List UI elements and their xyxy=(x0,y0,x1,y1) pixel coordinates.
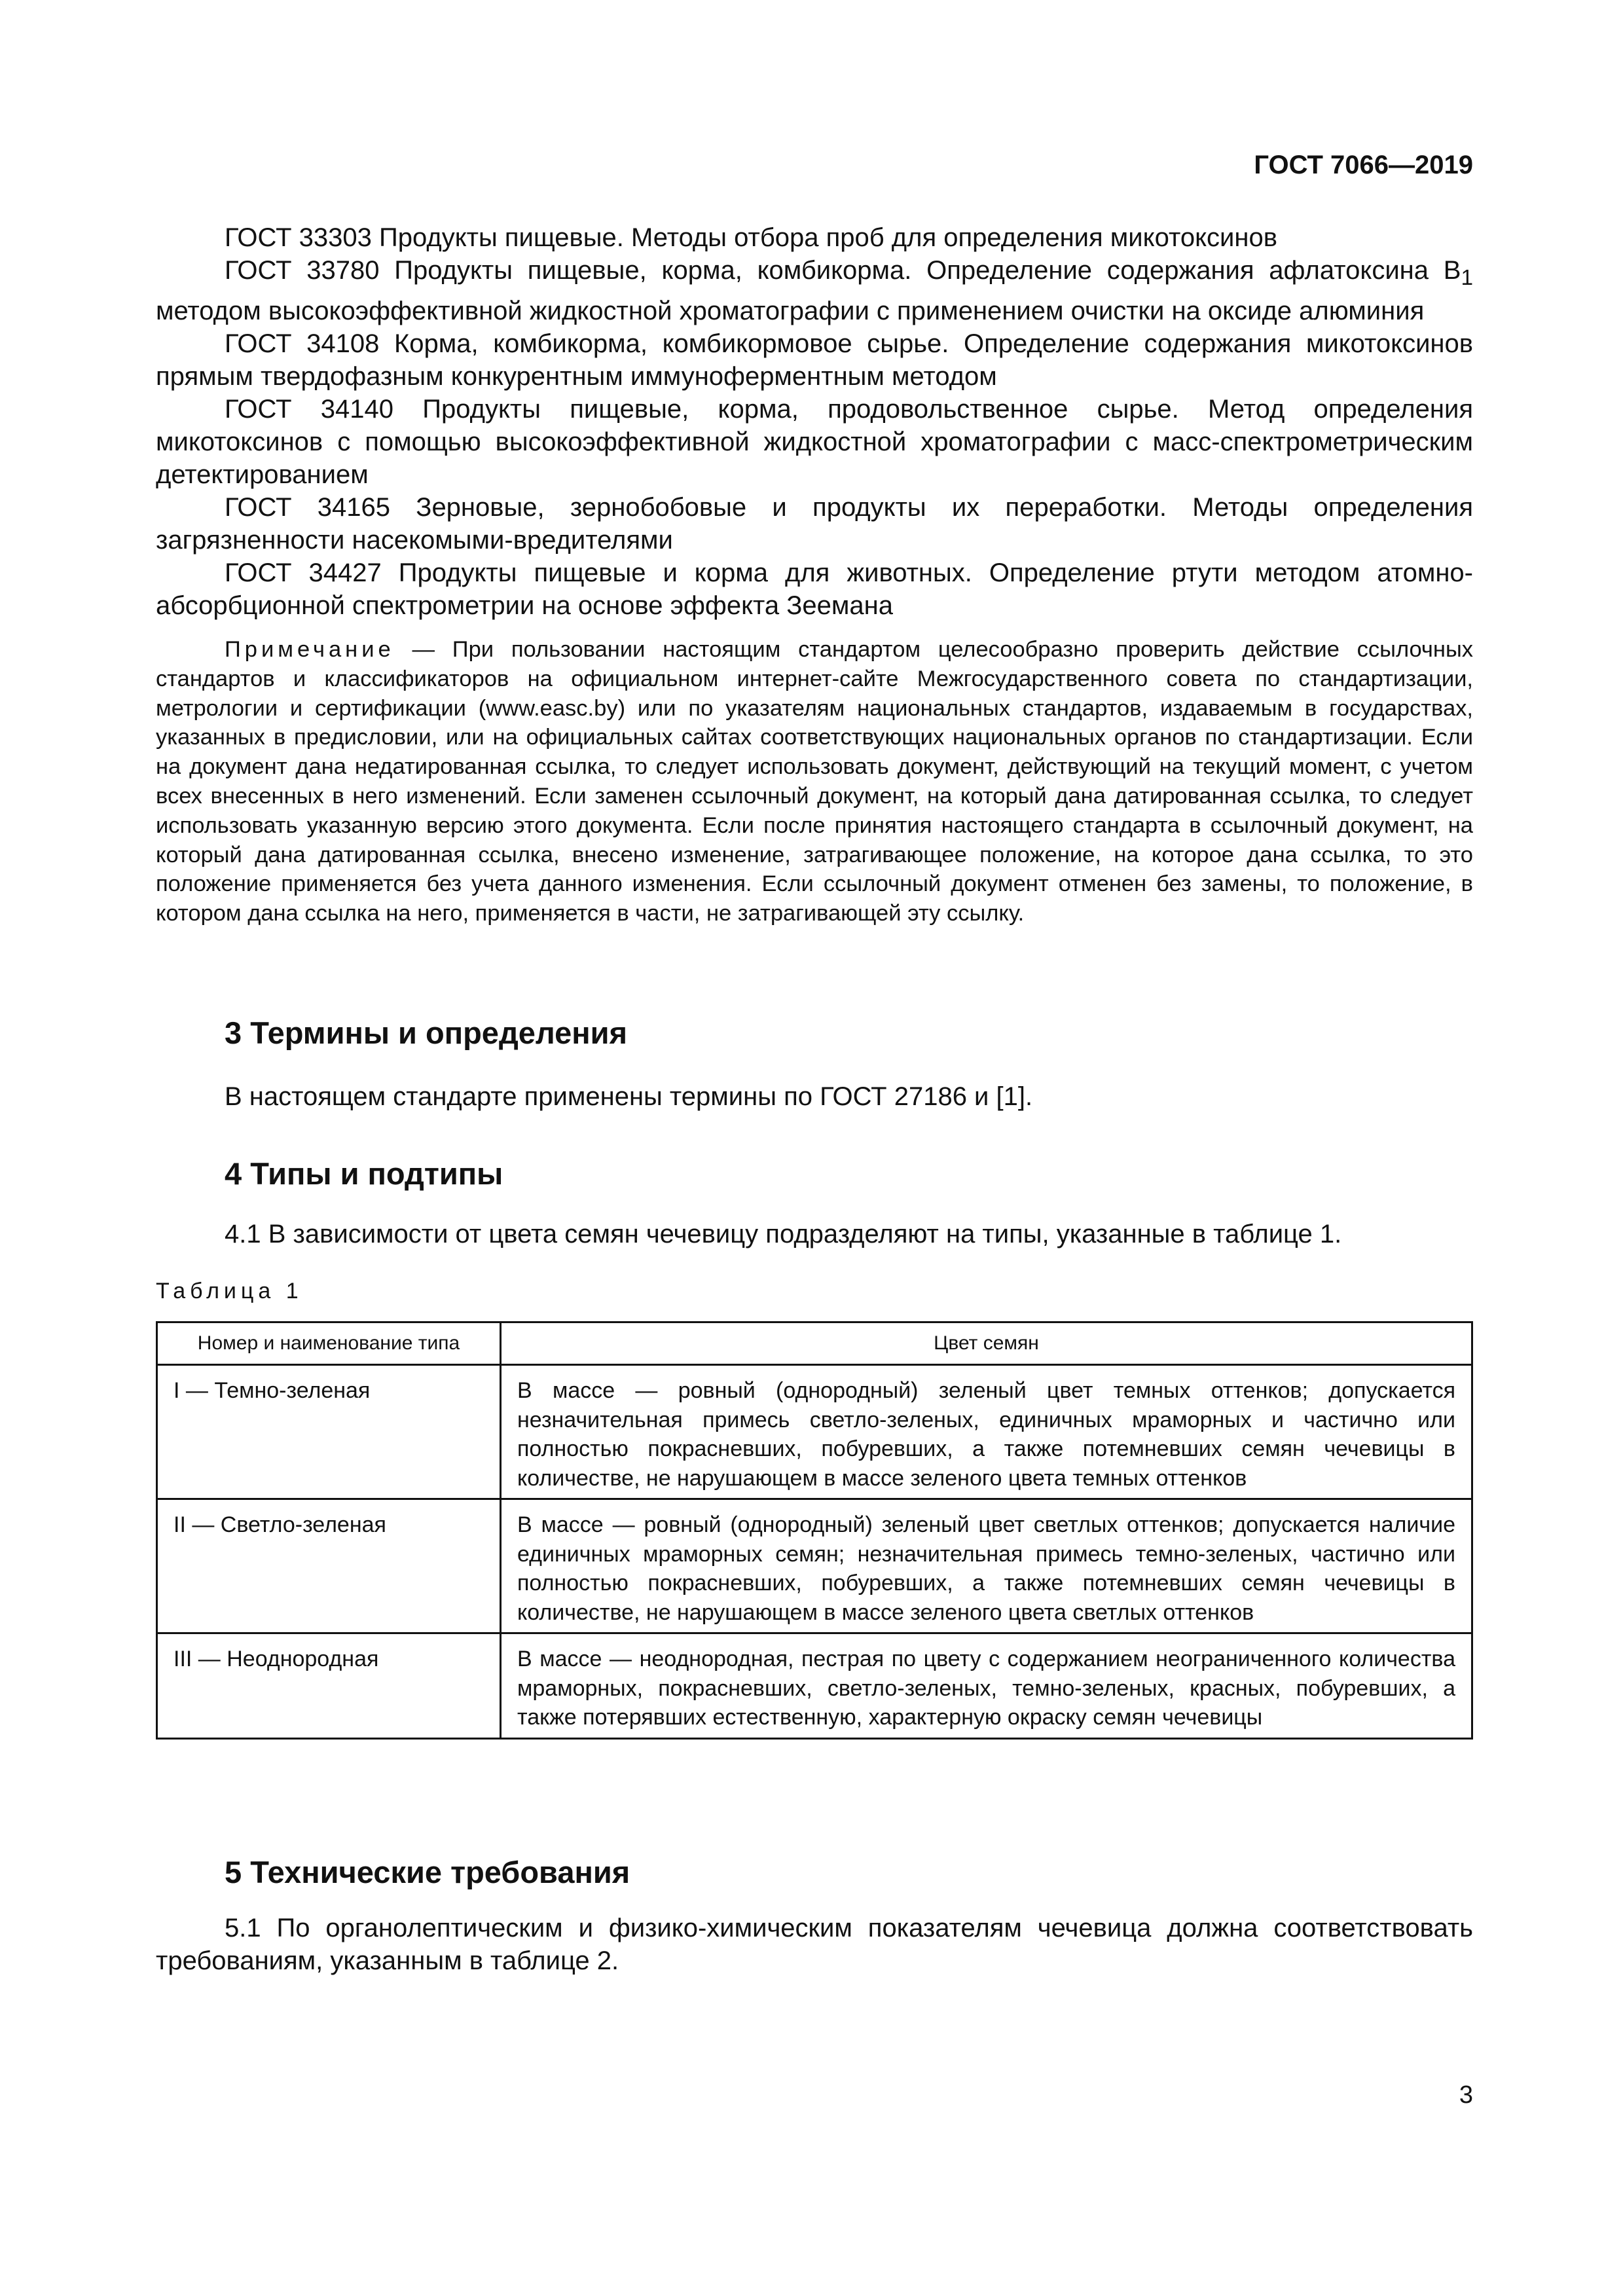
page-number: 3 xyxy=(1459,2081,1473,2109)
color-cell: В массе — ровный (однородный) зеленый цвет темных оттенков; допускается незначительная примесь светло-зеленых, единичных мраморных и частично или полностью покрасневших, побуревших, а также потемневших семян чечевицы в количестве, не нарушающем в массе зеленого цвета темных оттенков xyxy=(501,1365,1472,1499)
type-cell: I — Темно-зеленая xyxy=(157,1365,501,1499)
section-4-1-text: 4.1 В зависимости от цвета семян чечевицу подразделяют на типы, указанные в таблице 1. xyxy=(225,1220,1342,1248)
reference-code: ГОСТ 33780 xyxy=(225,256,380,285)
reference-title: Продукты пищевые. Методы отбора проб для определения микотоксинов xyxy=(371,223,1277,252)
reference-code: ГОСТ 34108 xyxy=(225,329,380,358)
document-code-header: ГОСТ 7066—2019 xyxy=(1254,151,1473,179)
section-3-heading: 3 Термины и определения xyxy=(225,1015,627,1050)
reference-item xyxy=(156,254,1473,327)
table-header-row xyxy=(157,1322,1472,1365)
reference-item xyxy=(156,221,1473,254)
reference-title: Корма, комбикорма, комбикормовое сырье. Определение содержания микотоксинов прямым твердофазным конкурентным иммуноферментным методом xyxy=(156,329,1473,391)
note-label: Примечание xyxy=(225,637,395,662)
normative-references-list xyxy=(156,221,1473,622)
reference-item xyxy=(156,393,1473,491)
table-row xyxy=(157,1633,1472,1739)
column-header-color: Цвет семян xyxy=(501,1322,1472,1365)
note-paragraph xyxy=(156,635,1473,928)
seed-types-table xyxy=(156,1321,1473,1740)
reference-item xyxy=(156,327,1473,393)
reference-title: Продукты пищевые, корма, комбикорма. Определение содержания афлатоксина B xyxy=(379,256,1461,285)
reference-item xyxy=(156,491,1473,556)
table-caption: Таблица 1 xyxy=(156,1279,303,1303)
reference-code: ГОСТ 33303 xyxy=(225,223,372,252)
type-cell: III — Неоднородная xyxy=(157,1633,501,1739)
note-text: — При пользовании настоящим стандартом целесообразно проверить действие ссылочных стандартов и классификаторов на официальном интернет-сайте Межгосударственного совета по стандартизации, метрологии и сертификации (www.easc.by) или по указателям национальных стандартов, издаваемым в государствах, указанных в предисловии, или на официальных сайтах соответствующих национальных органов по стандартизации. Если на документ дана недатированная ссылка, то следует использовать документ, действующий на текущий момент, с учетом всех внесенных в него изменений. Если заменен ссылочный документ, на который дана датированная ссылка, то следует использовать указанную версию этого документа. Если после принятия настоящего стандарта в ссылочный документ, на который дана датированная ссылка, внесено изменение, затрагивающее положение, на которое дана ссылка, то это положение применяется без учета данного изменения. Если ссылочный документ отменен без замены, то положение, в котором дана ссылка на него, применяется в части, не затрагивающей эту ссылку. xyxy=(156,637,1473,926)
section-4-heading: 4 Типы и подтипы xyxy=(225,1156,503,1191)
section-5-heading: 5 Технические требования xyxy=(225,1855,630,1889)
subscript: 1 xyxy=(1461,266,1473,290)
color-cell: В массе — ровный (однородный) зеленый цвет светлых оттенков; допускается наличие единичных мраморных семян; незначительная примесь темно-зеленых, частично или полностью покрасневших, побуревших, а также потемневших семян чечевицы в количестве, не нарушающем в массе зеленого цвета светлых оттенков xyxy=(501,1499,1472,1633)
reference-title: Зерновые, зернобобовые и продукты их переработки. Методы определения загрязненности насекомыми-вредителями xyxy=(156,493,1473,555)
type-cell: II — Светло-зеленая xyxy=(157,1499,501,1633)
reference-title: Продукты пищевые и корма для животных. Определение ртути методом атомно-абсорбционной спектрометрии на основе эффекта Зеемана xyxy=(156,558,1473,620)
section-3-text: В настоящем стандарте применены термины по ГОСТ 27186 и [1]. xyxy=(225,1082,1033,1111)
section-5-1-text: 5.1 По органолептическим и физико-химическим показателям чечевица должна соответствовать требованиям, указанным в таблице 2. xyxy=(156,1914,1473,1975)
reference-title: Продукты пищевые, корма, продовольственное сырье. Метод определения микотоксинов с помощью высокоэффективной жидкостной хроматографии с масс-спектрометрическим детектированием xyxy=(156,395,1473,489)
column-header-type: Номер и наименование типа xyxy=(157,1322,501,1365)
reference-code: ГОСТ 34165 xyxy=(225,493,391,522)
reference-code: ГОСТ 34140 xyxy=(225,395,393,424)
color-cell: В массе — неоднородная, пестрая по цвету с содержанием неограниченного количества мраморных, покрасневших, светло-зеленых, темно-зеленых, красных, побуревших, а также потерявших естественную, характерную окраску семян чечевицы xyxy=(501,1633,1472,1739)
reference-code: ГОСТ 34427 xyxy=(225,558,382,587)
table-row xyxy=(157,1365,1472,1499)
table-row xyxy=(157,1499,1472,1633)
reference-item xyxy=(156,556,1473,622)
reference-title-continuation: методом высокоэффективной жидкостной хроматографии с применением очистки на оксиде алюминия xyxy=(156,297,1425,325)
